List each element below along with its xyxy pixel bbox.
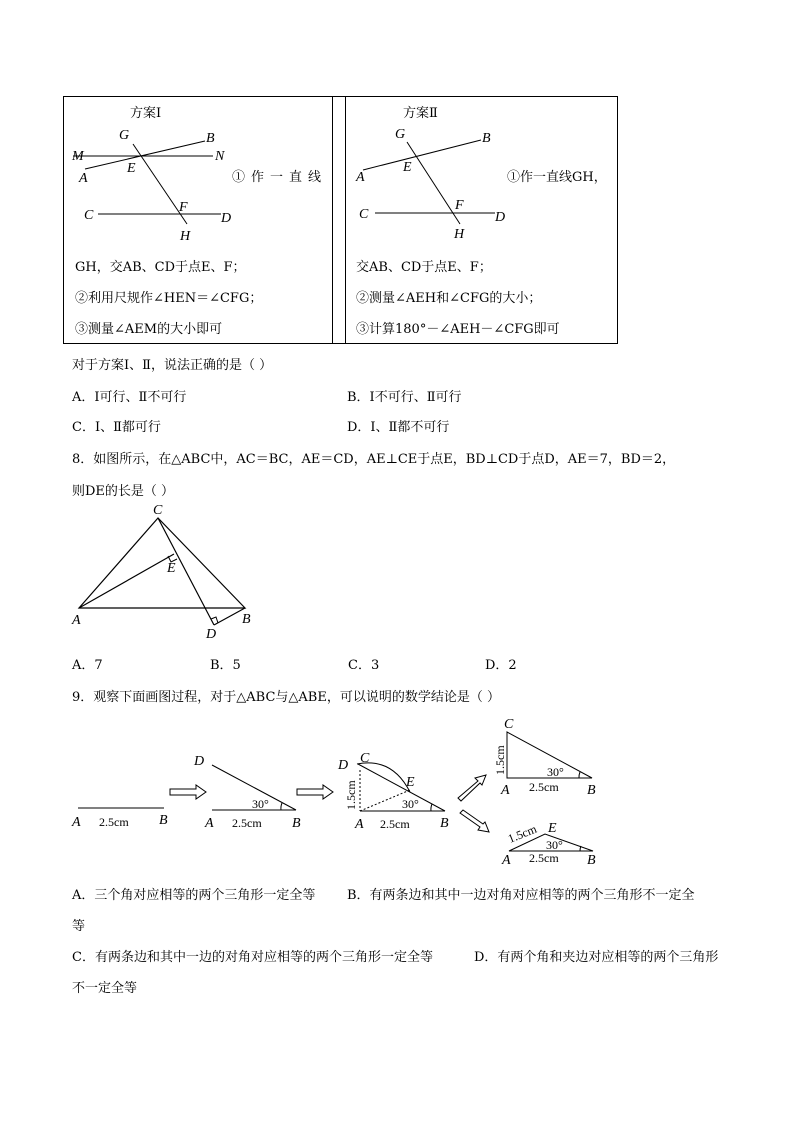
label-D: D	[221, 211, 232, 226]
label-D: D	[338, 758, 349, 773]
q9-option-b-line1[interactable]: B．有两条边和其中一边对角对应相等的两个三角形不一定全	[347, 888, 695, 903]
label-E: E	[403, 160, 412, 175]
label-F: F	[179, 200, 188, 215]
q9-option-d-line1[interactable]: D．有两个角和夹边对应相等的两个三角形	[474, 950, 719, 965]
q7-option-a[interactable]: A．Ⅰ可行、Ⅱ不可行	[72, 390, 187, 405]
label-C: C	[504, 717, 514, 732]
label-B: B	[482, 131, 491, 146]
q8-stem-line2: 则DE的长是（ ）	[72, 484, 175, 499]
q9-stem: 9．观察下面画图过程，对于△ABC与△ABE，可以说明的数学结论是（ ）	[72, 690, 500, 705]
label-A: A	[501, 783, 510, 798]
len-ab: 2.5cm	[529, 851, 559, 865]
scheme1-step2: ②利用尺规作∠HEN＝∠CFG；	[75, 291, 263, 306]
scheme2-title: 方案Ⅱ	[403, 106, 438, 121]
len-ab: 2.5cm	[99, 815, 129, 829]
label-H: H	[180, 229, 191, 244]
label-A: A	[355, 817, 364, 832]
label-B: B	[587, 853, 596, 868]
label-G: G	[395, 127, 406, 142]
label-E: E	[167, 561, 176, 576]
label-E: E	[406, 775, 415, 790]
scheme2-step2: ②测量∠AEH和∠CFG的大小；	[356, 291, 542, 306]
q9-option-a[interactable]: A．三个角对应相等的两个三角形一定全等	[72, 888, 316, 903]
label-A: A	[356, 170, 365, 185]
q9-option-b-line2[interactable]: 等	[72, 919, 86, 934]
label-A: A	[79, 171, 88, 186]
scheme1-step3: ③测量∠AEM的大小即可	[75, 322, 223, 337]
q7-option-b[interactable]: B．Ⅰ不可行、Ⅱ可行	[347, 390, 462, 405]
angle: 30°	[547, 765, 564, 779]
label-B: B	[206, 131, 215, 146]
angle: 30°	[252, 797, 269, 811]
label-A: A	[72, 613, 81, 628]
scheme2-step1-tail: 交AB、CD于点E、F；	[356, 260, 492, 275]
scheme2-step1-head: ①作一直线GH，	[507, 170, 607, 185]
label-G: G	[119, 128, 130, 143]
q9-figure	[60, 712, 620, 872]
label-F: F	[455, 198, 464, 213]
q8-figure	[60, 500, 270, 645]
label-B: B	[242, 612, 251, 627]
scheme1-step1-tail: GH，交AB、CD于点E、F；	[75, 260, 246, 275]
q8-option-c[interactable]: C．3	[348, 658, 380, 673]
q9-option-d-line2[interactable]: 不一定全等	[72, 981, 138, 996]
len-ab: 2.5cm	[380, 817, 410, 831]
label-C: C	[359, 207, 369, 222]
label-A: A	[72, 815, 81, 830]
len-ab: 2.5cm	[232, 816, 262, 830]
label-M: M	[72, 149, 84, 164]
label-B: B	[292, 816, 301, 831]
q8-stem-line1: 8．如图所示，在△ABC中，AC＝BC，AE＝CD，AE⊥CE于点E，BD⊥CD于点D，AE＝7，BD＝2，	[72, 452, 676, 467]
q9-option-c[interactable]: C．有两条边和其中一边的对角对应相等的两个三角形一定全等	[72, 950, 433, 965]
label-A: A	[205, 816, 214, 831]
label-E: E	[548, 821, 557, 836]
q8-option-b[interactable]: B．5	[210, 658, 241, 673]
scheme2-step3: ③计算180°－∠AEH－∠CFG即可	[356, 322, 560, 337]
len-ac: 1.5cm	[344, 780, 358, 810]
q7-option-d[interactable]: D．Ⅰ、Ⅱ都不可行	[347, 420, 450, 435]
q8-option-d[interactable]: D．2	[485, 658, 517, 673]
scheme1-title: 方案Ⅰ	[130, 106, 162, 121]
q7-option-c[interactable]: C．Ⅰ、Ⅱ都可行	[72, 420, 161, 435]
label-C: C	[153, 503, 163, 518]
scheme1-step1-head: ①作一直线	[232, 170, 328, 185]
label-H: H	[454, 227, 465, 242]
label-B: B	[440, 816, 449, 831]
q7-question: 对于方案Ⅰ、Ⅱ，说法正确的是（ ）	[72, 358, 273, 373]
angle: 30°	[546, 838, 563, 852]
label-C: C	[360, 751, 370, 766]
len-ae: 1.5cm	[505, 821, 539, 846]
len-ac: 1.5cm	[493, 745, 507, 775]
arrow-down-right-icon	[460, 810, 489, 832]
label-D: D	[495, 210, 506, 225]
arrow-right-icon	[297, 785, 333, 799]
angle: 30°	[402, 797, 419, 811]
q8-option-a[interactable]: A．7	[72, 658, 103, 673]
label-C: C	[84, 208, 94, 223]
label-N: N	[215, 149, 225, 164]
arrow-right-icon	[170, 785, 206, 799]
len-ab: 2.5cm	[529, 780, 559, 794]
label-D: D	[206, 627, 217, 642]
arrow-up-right-icon	[458, 775, 486, 801]
label-A: A	[502, 853, 511, 868]
label-E: E	[127, 161, 136, 176]
label-B: B	[159, 813, 168, 828]
label-D: D	[194, 754, 205, 769]
label-B: B	[587, 783, 596, 798]
